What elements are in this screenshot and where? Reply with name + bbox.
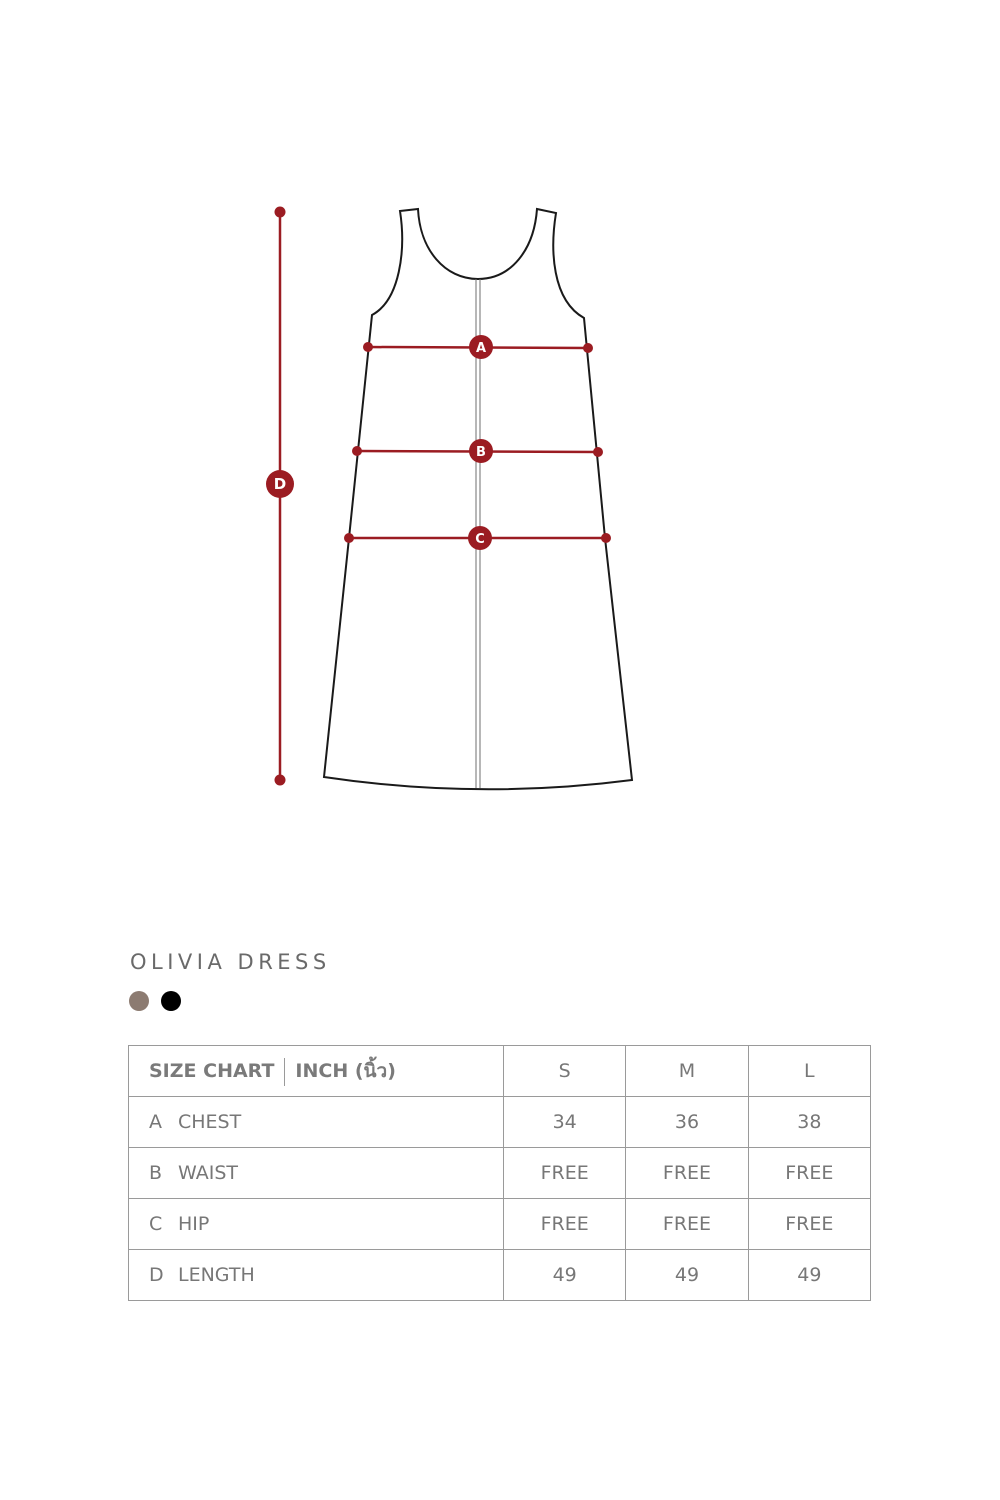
color-swatches — [129, 991, 181, 1011]
size-header-l: L — [748, 1046, 870, 1097]
marker-b: B — [476, 445, 486, 460]
table-cell: 49 — [626, 1250, 748, 1301]
size-chart-title: SIZE CHART — [149, 1060, 275, 1082]
table-cell: 34 — [504, 1097, 626, 1148]
row-label-hip — [129, 1199, 504, 1250]
table-cell: FREE — [504, 1199, 626, 1250]
row-letter: A — [149, 1111, 162, 1133]
table-cell: 49 — [748, 1250, 870, 1301]
size-header-s: S — [504, 1046, 626, 1097]
row-name: WAIST — [178, 1162, 239, 1184]
row-label-chest — [129, 1097, 504, 1148]
row-name: HIP — [178, 1213, 210, 1235]
marker-a: A — [475, 341, 487, 356]
row-label-length — [129, 1250, 504, 1301]
table-cell: FREE — [748, 1199, 870, 1250]
product-title: OLIVIA DRESS — [130, 950, 331, 974]
table-row — [129, 1250, 871, 1301]
length-measure-line — [266, 207, 294, 786]
size-chart-table — [128, 1045, 871, 1301]
table-row — [129, 1199, 871, 1250]
table-row — [129, 1148, 871, 1199]
table-cell: FREE — [626, 1148, 748, 1199]
table-row — [129, 1097, 871, 1148]
marker-c: C — [475, 532, 485, 547]
marker-d: D — [273, 475, 287, 493]
table-cell: 38 — [748, 1097, 870, 1148]
table-cell: FREE — [748, 1148, 870, 1199]
row-letter: B — [149, 1162, 163, 1184]
table-cell: FREE — [504, 1148, 626, 1199]
table-cell: 36 — [626, 1097, 748, 1148]
size-chart-header-row — [129, 1046, 871, 1097]
row-label-waist — [129, 1148, 504, 1199]
size-chart-unit: INCH (นิ้ว) — [295, 1060, 396, 1082]
table-cell: FREE — [626, 1199, 748, 1250]
row-letter: D — [149, 1264, 164, 1286]
swatch-black[interactable] — [161, 991, 181, 1011]
header-divider — [284, 1058, 285, 1086]
size-header-m: M — [626, 1046, 748, 1097]
swatch-taupe[interactable] — [129, 991, 149, 1011]
size-chart-header-cell — [129, 1046, 504, 1097]
row-name: LENGTH — [178, 1264, 255, 1286]
table-cell: 49 — [504, 1250, 626, 1301]
row-letter: C — [149, 1213, 163, 1235]
row-name: CHEST — [178, 1111, 242, 1133]
dress-outline — [324, 209, 632, 789]
